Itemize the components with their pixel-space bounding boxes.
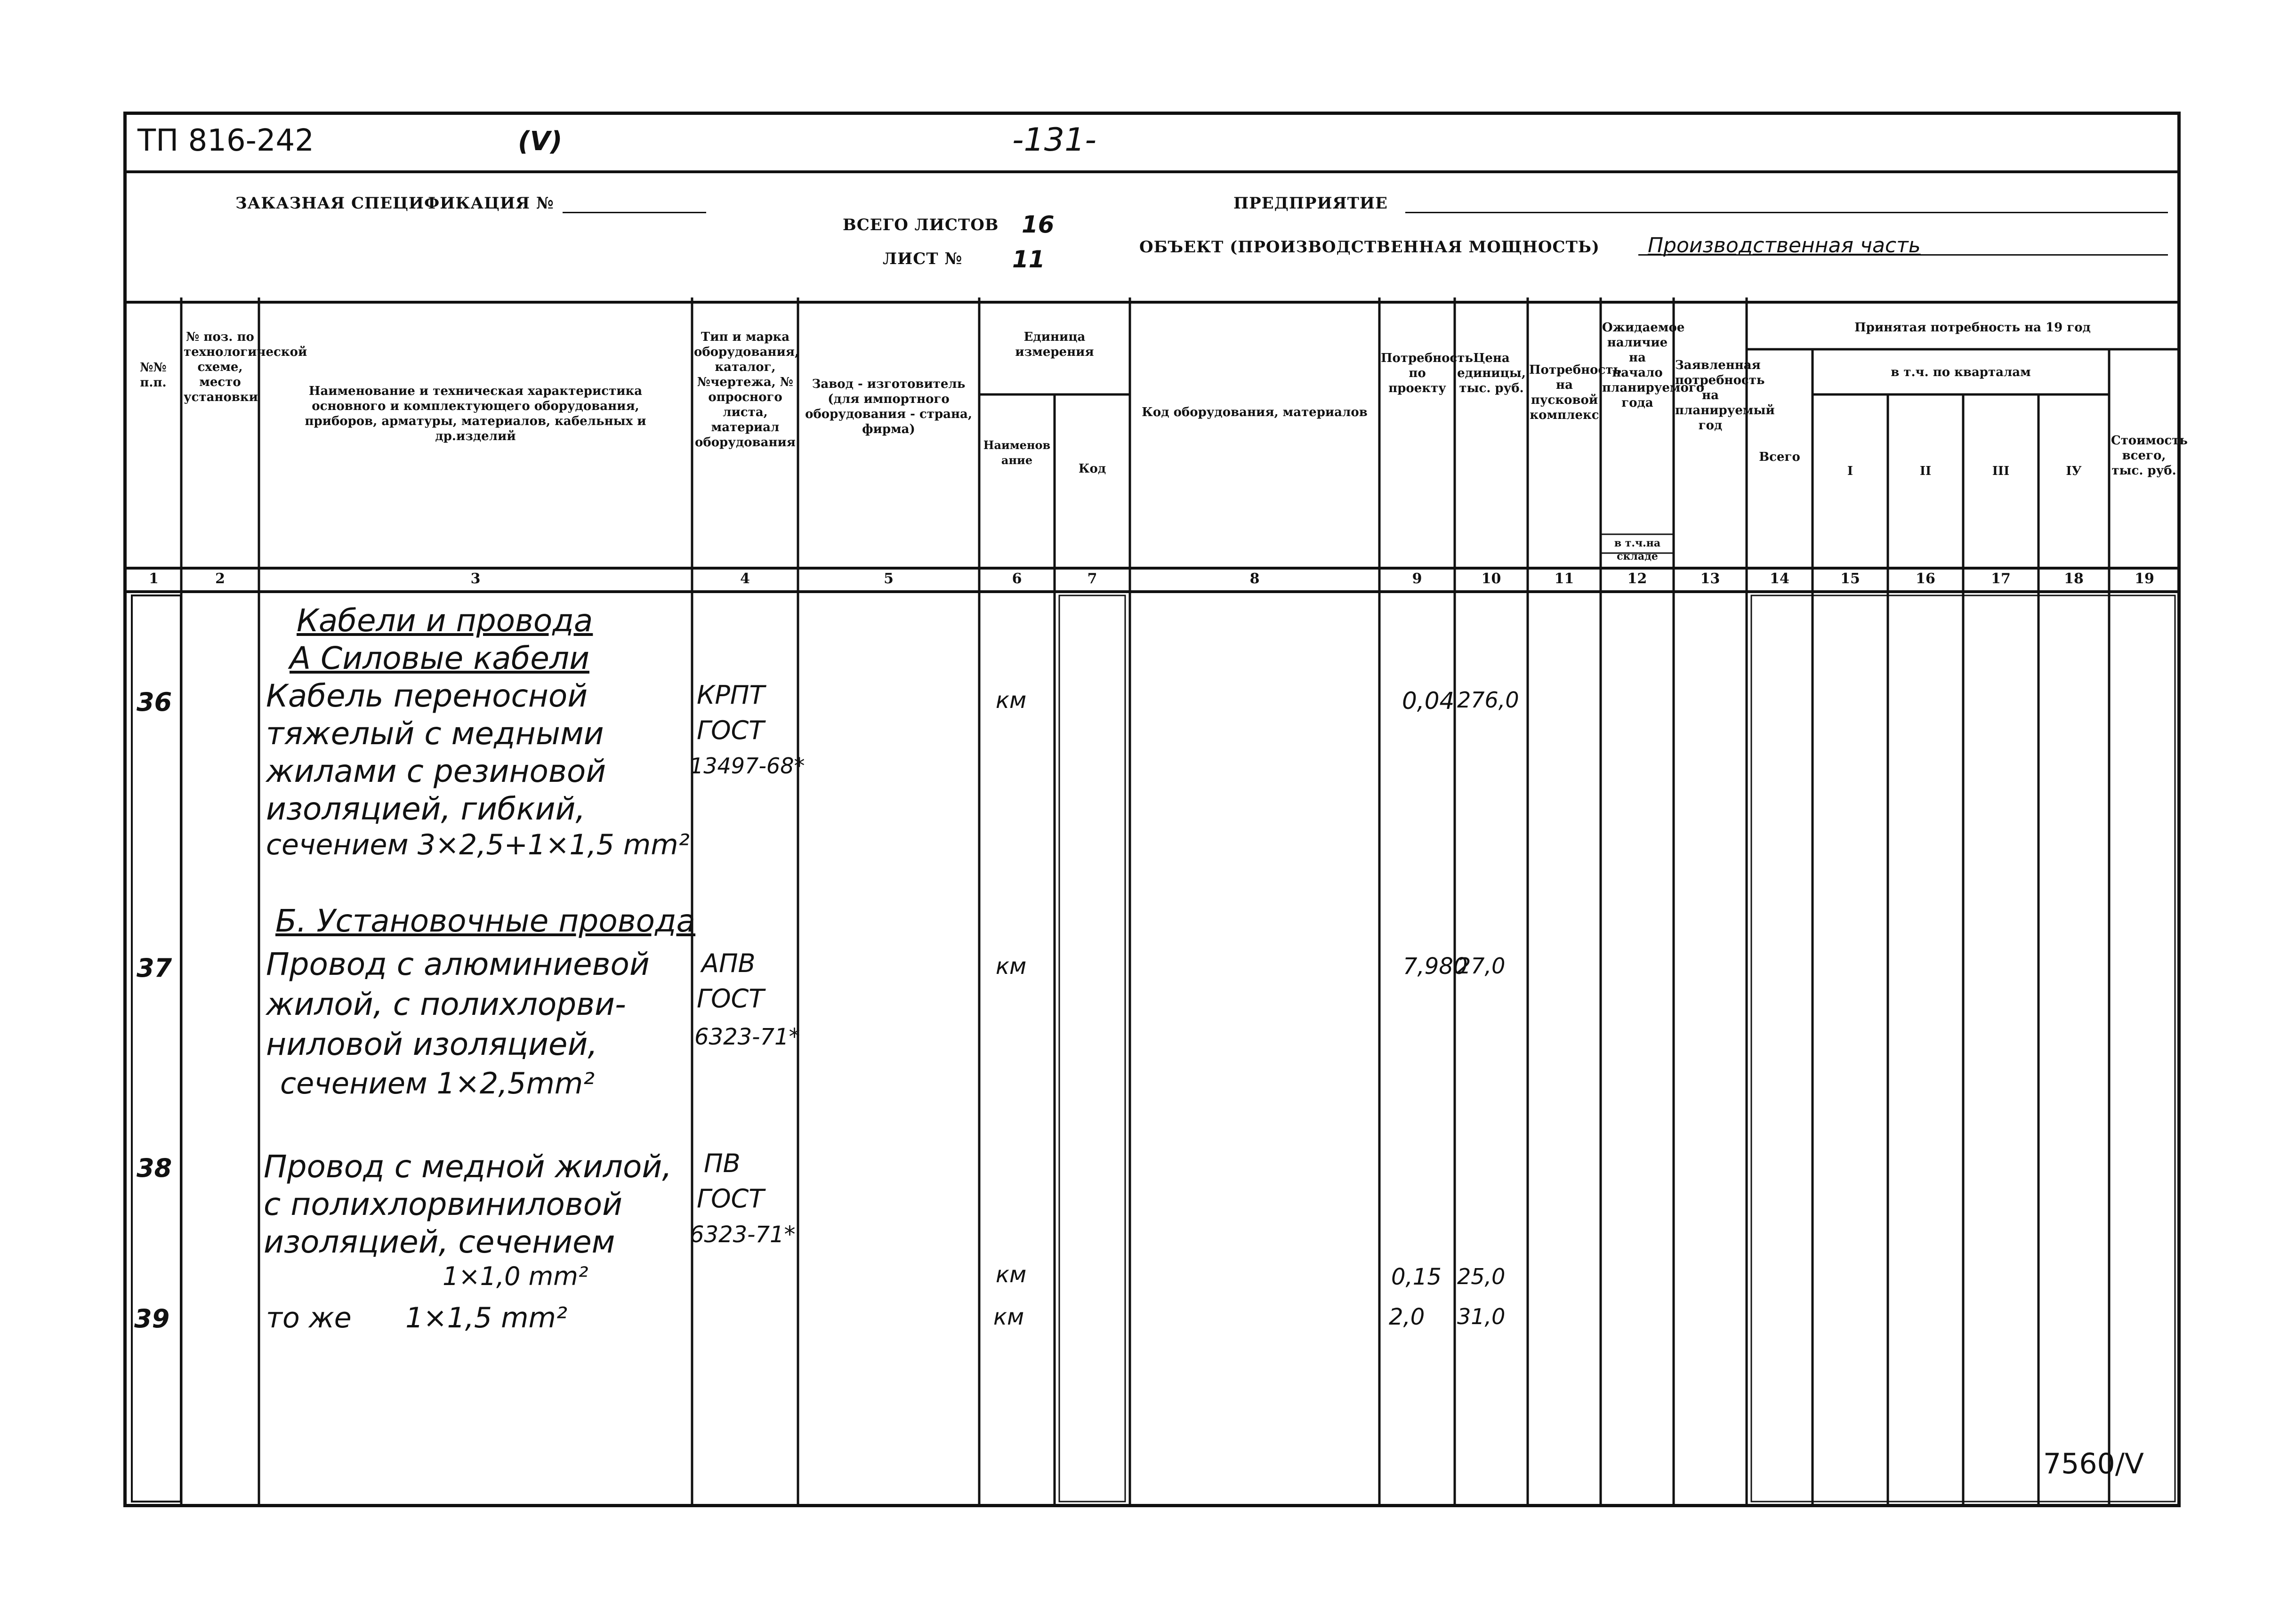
- row-36-unit: км: [996, 687, 1027, 714]
- colnum-13: 13: [1700, 570, 1720, 587]
- row-37-desc-line: жилой, с полихлорви-: [266, 986, 626, 1022]
- enterprise-label: ПРЕДПРИЯТИЕ: [1233, 194, 1388, 213]
- col-8-header: Код оборудования, материалов: [1142, 405, 1368, 419]
- colnum-14: 14: [1770, 570, 1789, 587]
- col-19-header: Стоимость всего, тыс. руб.: [2111, 434, 2188, 478]
- col-14-header: Всего: [1759, 450, 1800, 464]
- object-label: ОБЪЕКТ (ПРОИЗВОДСТВЕННАЯ МОЩНОСТЬ): [1139, 238, 1600, 257]
- row-39-price: 31,0: [1457, 1304, 1506, 1329]
- row-37-type: 6323-71*: [694, 1024, 800, 1050]
- row-38-desc-line: 1×1,0 mm²: [443, 1261, 588, 1291]
- archive-stamp: 7560/V: [2043, 1447, 2144, 1480]
- row-36-desc-line: изоляцией, гибкий,: [266, 791, 586, 827]
- col-7-header: Код: [1078, 462, 1106, 476]
- col-5-header: Завод - изготовитель (для импортного оборудования - страна, фирма): [805, 377, 972, 436]
- col-12-header: Ожидаемое наличие на начало планируемого года: [1602, 321, 1705, 410]
- row-36-desc-line: тяжелый с медными: [266, 715, 604, 752]
- colnum-3: 3: [470, 570, 481, 587]
- colnum-5: 5: [884, 570, 894, 587]
- sheet-value: 11: [1012, 246, 1045, 273]
- col-9-header: Потребность по проекту: [1381, 351, 1474, 395]
- col-15-18-header: в т.ч. по кварталам: [1891, 365, 2031, 379]
- sheet-label: ЛИСТ №: [883, 249, 963, 268]
- col-18-header: IУ: [2066, 464, 2082, 478]
- album-number: (V): [518, 126, 563, 157]
- colnum-12: 12: [1627, 570, 1647, 587]
- colnum-4: 4: [740, 570, 750, 587]
- row-37-desc-line: Провод с алюминиевой: [266, 946, 650, 982]
- row-36-desc-line: Кабель переносной: [266, 678, 588, 714]
- total-sheets-label: ВСЕГО ЛИСТОВ: [843, 216, 999, 234]
- col-17-header: III: [1992, 464, 2010, 478]
- col-13-header: Заявленная потребность на планируемый год: [1675, 358, 1775, 433]
- row-38-number: 38: [137, 1153, 172, 1183]
- row-36-desc-line: жилами с резиновой: [266, 753, 606, 789]
- row-36-type: ГОСТ: [697, 715, 765, 745]
- col-10-header: Цена единицы, тыс. руб.: [1457, 351, 1526, 395]
- row-38-type: ПВ: [704, 1149, 741, 1178]
- row-37-desc-line: сечением 1×2,5mm²: [280, 1066, 595, 1101]
- row-36-type: КРПТ: [697, 680, 765, 710]
- row-38-desc-line: изоляцией, сечением: [264, 1224, 615, 1260]
- colnum-11: 11: [1554, 570, 1574, 587]
- col-14-18-header: Принятая потребность на 19 год: [1854, 321, 2091, 335]
- colnum-19: 19: [2135, 570, 2154, 587]
- col-3-header: Наименование и техническая характеристика основного и комплектующего оборудования, приборов, арматуры, материалов, кабельных и др.изделий: [305, 384, 646, 443]
- col-12b-header: в т.ч.на складе: [1614, 537, 1661, 562]
- colnum-1: 1: [149, 570, 159, 587]
- doc-code: ТП 816-242: [137, 123, 314, 158]
- col-2-header: № поз. по технологической схеме, место установки: [184, 330, 307, 404]
- colnum-16: 16: [1916, 570, 1935, 587]
- row-38-type: ГОСТ: [697, 1184, 765, 1213]
- section-b-title: Б. Установочные провода: [275, 903, 696, 939]
- row-37-type: АПВ: [701, 948, 756, 978]
- colnum-9: 9: [1412, 570, 1422, 587]
- row-37-unit: км: [996, 953, 1027, 980]
- col-6-header: Наименование: [983, 438, 1051, 467]
- row-37-type: ГОСТ: [697, 984, 765, 1013]
- section-title: Кабели и провода: [297, 603, 593, 639]
- section-a-title: А Силовые кабели: [290, 640, 589, 676]
- col-4-header: Тип и марка оборудования, каталог, №чертежа, № опросного листа, материал оборудования: [694, 330, 799, 450]
- col-15-header: I: [1847, 464, 1853, 478]
- row-39-unit: км: [993, 1304, 1024, 1330]
- row-37-number: 37: [137, 953, 172, 983]
- col-16-header: II: [1919, 464, 1932, 478]
- row-36-qty: 0,04: [1402, 687, 1455, 715]
- row-38-desc-line: Провод с медной жилой,: [264, 1149, 672, 1185]
- colnum-6: 6: [1012, 570, 1022, 587]
- colnum-8: 8: [1249, 570, 1260, 587]
- row-38-qty: 0,15: [1391, 1264, 1442, 1290]
- col-1-header: №№ п.п.: [140, 361, 167, 390]
- total-sheets-value: 16: [1022, 211, 1055, 238]
- colnum-10: 10: [1481, 570, 1501, 587]
- row-38-type: 6323-71*: [690, 1221, 796, 1248]
- row-39-desc-line: то же 1×1,5 mm²: [266, 1302, 568, 1334]
- col-11-header: Потребность на пусковой комплекс: [1529, 363, 1622, 422]
- page-number: -131-: [1012, 121, 1096, 159]
- row-39-qty: 2,0: [1389, 1304, 1425, 1330]
- row-36-number: 36: [137, 687, 172, 717]
- colnum-17: 17: [1991, 570, 2011, 587]
- row-37-price: 27,0: [1457, 953, 1506, 979]
- colnum-15: 15: [1840, 570, 1860, 587]
- spec-label: ЗАКАЗНАЯ СПЕЦИФИКАЦИЯ №: [235, 194, 554, 213]
- colnum-18: 18: [2064, 570, 2084, 587]
- row-38-price: 25,0: [1457, 1264, 1506, 1289]
- col-6-7-header: Единица измерения: [1015, 330, 1094, 359]
- row-37-qty: 7,980: [1403, 953, 1468, 980]
- row-36-type: 13497-68*: [690, 753, 805, 779]
- row-39-number: 39: [134, 1304, 170, 1334]
- row-37-desc-line: ниловой изоляцией,: [266, 1026, 598, 1062]
- row-36-price: 276,0: [1457, 687, 1519, 713]
- colnum-2: 2: [215, 570, 225, 587]
- row-38-unit: км: [996, 1261, 1027, 1288]
- colnum-7: 7: [1087, 570, 1097, 587]
- row-36-desc-line: сечением 3×2,5+1×1,5 mm²: [266, 828, 690, 861]
- row-38-desc-line: с полихлорвиниловой: [264, 1186, 622, 1222]
- object-value: Производственная часть: [1648, 233, 1921, 257]
